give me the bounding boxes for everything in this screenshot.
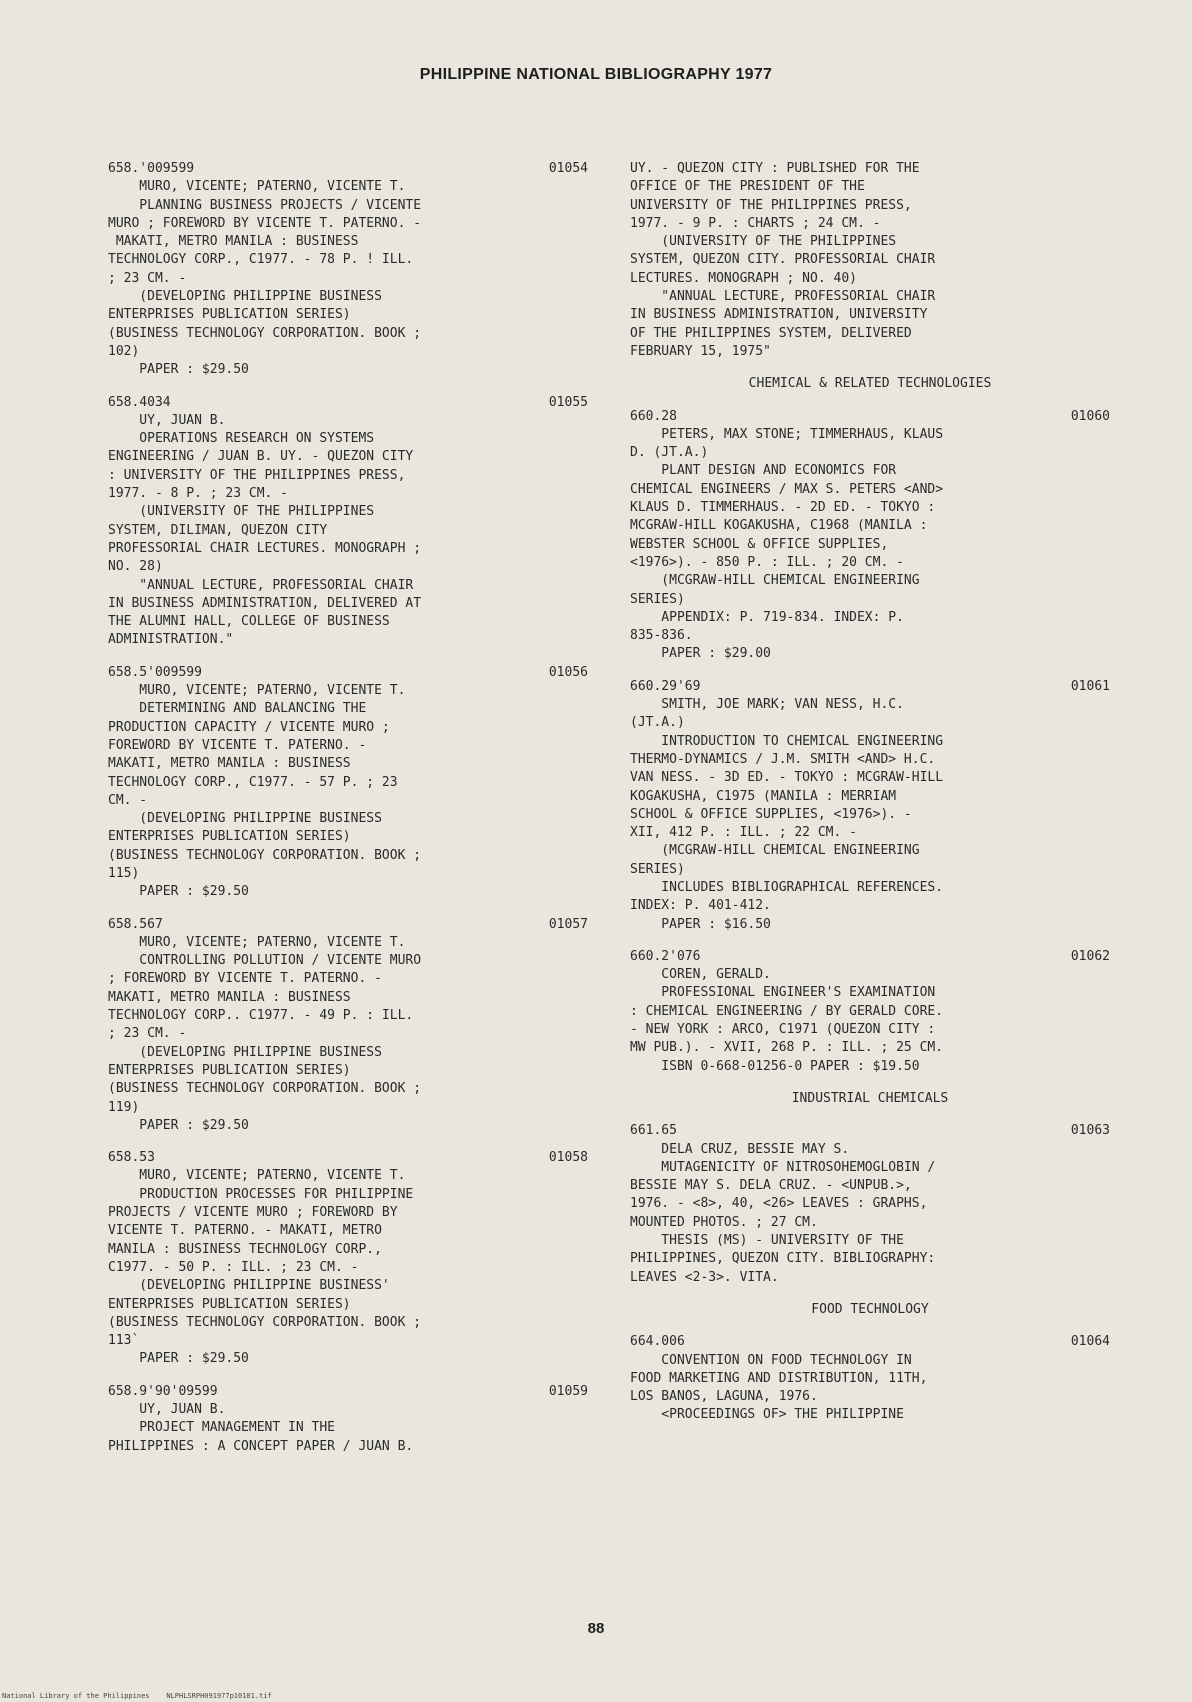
entry-line: THERMO-DYNAMICS / J.M. SMITH <AND> H.C.: [630, 751, 936, 767]
entry-line: MAKATI, METRO MANILA : BUSINESS: [108, 989, 351, 1005]
section-heading-industrial: INDUSTRIAL CHEMICALS: [791, 1090, 949, 1106]
entry-line: <PROCEEDINGS OF> THE PHILIPPINE: [630, 1407, 904, 1423]
entry-line: MAKATI, METRO MANILA : BUSINESS: [108, 756, 351, 772]
entry-line: ENTERPRISES PUBLICATION SERIES): [108, 1062, 351, 1078]
entry-line: VICENTE T. PATERNO. - MAKATI, METRO: [108, 1223, 382, 1239]
entry-line: ; FOREWORD BY VICENTE T. PATERNO. -: [108, 971, 382, 987]
entry-line: MAKATI, METRO MANILA : BUSINESS: [108, 234, 359, 250]
bib-entry: [630, 1333, 1110, 1424]
call-number: 660.29'69: [630, 678, 701, 694]
entry-line: MCGRAW-HILL KOGAKUSHA, C1968 (MANILA :: [630, 518, 928, 534]
entry-number: 01054: [548, 161, 588, 176]
entry-line: LOS BANOS, LAGUNA, 1976.: [630, 1389, 818, 1405]
entry-number: 01063: [1070, 1123, 1110, 1139]
entry-line: (BUSINESS TECHNOLOGY CORPORATION. BOOK ;: [108, 847, 422, 863]
entry-line: "ANNUAL LECTURE, PROFESSORIAL CHAIR: [108, 577, 414, 593]
entry-line: 1977. - 9 P. : CHARTS ; 24 CM. -: [630, 215, 881, 231]
entry-head: [630, 1122, 1110, 1140]
entry-head: [108, 664, 588, 682]
entry-line: TECHNOLOGY CORP.. C1977. - 49 P. : ILL.: [108, 1008, 414, 1024]
entry-number: 01062: [1070, 948, 1110, 964]
entry-line: PHILIPPINES, QUEZON CITY. BIBLIOGRAPHY:: [630, 1251, 936, 1267]
entry-line: (BUSINESS TECHNOLOGY CORPORATION. BOOK ;: [108, 325, 422, 341]
entries-left: [108, 160, 588, 1456]
entry-line: PRODUCTION PROCESSES FOR PHILIPPINE: [108, 1186, 414, 1202]
entry-line: 102): [108, 343, 140, 359]
entry-head: [630, 948, 1110, 966]
entry-number: 01056: [548, 664, 588, 680]
entry-line: DETERMINING AND BALANCING THE: [108, 701, 367, 717]
entry-line: PETERS, MAX STONE; TIMMERHAUS, KLAUS: [630, 426, 944, 442]
call-number: 658.567: [108, 916, 163, 932]
entry-line: "ANNUAL LECTURE, PROFESSORIAL CHAIR: [630, 289, 936, 305]
entry-line: UY. - QUEZON CITY : PUBLISHED FOR THE: [630, 161, 920, 176]
call-number: 658.9'90'09599: [108, 1383, 218, 1399]
entry-line: UNIVERSITY OF THE PHILIPPINES PRESS,: [630, 197, 912, 213]
bib-entry: [108, 1383, 588, 1456]
entry-line: D. (JT.A.): [630, 445, 709, 461]
entry-line: APPENDIX: P. 719-834. INDEX: P.: [630, 609, 904, 625]
entry-line: PAPER : $29.50: [108, 1351, 249, 1367]
entry-line: 115): [108, 865, 140, 881]
entry-number: 01055: [548, 394, 588, 410]
entry-line: PLANT DESIGN AND ECONOMICS FOR: [630, 463, 897, 479]
entry-number: 01064: [1070, 1334, 1110, 1350]
entry-line: MURO, VICENTE; PATERNO, VICENTE T.: [108, 1168, 406, 1184]
entry-line: (DEVELOPING PHILIPPINE BUSINESS: [108, 289, 382, 305]
entry-line: PLANNING BUSINESS PROJECTS / VICENTE: [108, 197, 422, 213]
entry-line: PROJECTS / VICENTE MURO ; FOREWORD BY: [108, 1205, 398, 1221]
right-column: [630, 160, 1110, 1439]
entry-line: (DEVELOPING PHILIPPINE BUSINESS: [108, 811, 382, 827]
entry-line: OF THE PHILIPPINES SYSTEM, DELIVERED: [630, 325, 912, 341]
scan-footer: National Library of the Philippines NLPHLSRPH091977p10101.tif: [2, 1692, 272, 1700]
call-number: 658.5'009599: [108, 664, 202, 680]
entry-line: PRODUCTION CAPACITY / VICENTE MURO ;: [108, 719, 390, 735]
entry-line: TECHNOLOGY CORP., C1977. - 57 P. ; 23: [108, 774, 398, 790]
bib-entry: [108, 160, 588, 380]
entry-number: 01061: [1070, 678, 1110, 694]
entry-line: FEBRUARY 15, 1975": [630, 343, 771, 359]
entry-line: KLAUS D. TIMMERHAUS. - 2D ED. - TOKYO :: [630, 500, 936, 516]
entry-line: SMITH, JOE MARK; VAN NESS, H.C.: [630, 697, 904, 713]
entry-line: KOGAKUSHA, C1975 (MANILA : MERRIAM: [630, 788, 897, 804]
entry-line: OPERATIONS RESEARCH ON SYSTEMS: [108, 431, 375, 447]
entry-line: MUTAGENICITY OF NITROSOHEMOGLOBIN /: [630, 1159, 936, 1175]
call-number: 664.006: [630, 1334, 685, 1350]
entry-line: PAPER : $29.50: [108, 1117, 249, 1133]
entry-head: [108, 160, 588, 178]
page-title: PHILIPPINE NATIONAL BIBLIOGRAPHY 1977: [419, 66, 773, 83]
entry-line: PROFESSORIAL CHAIR LECTURES. MONOGRAPH ;: [108, 540, 422, 556]
entry-line: (UNIVERSITY OF THE PHILIPPINES: [108, 504, 375, 520]
entry-line: (DEVELOPING PHILIPPINE BUSINESS': [108, 1278, 390, 1294]
entry-line: (UNIVERSITY OF THE PHILIPPINES: [630, 234, 897, 250]
entry-line: SCHOOL & OFFICE SUPPLIES, <1976>). -: [630, 806, 912, 822]
entry-line: THE ALUMNI HALL, COLLEGE OF BUSINESS: [108, 614, 390, 630]
entries-chemical: [630, 408, 1110, 1076]
entry-head: [108, 394, 588, 412]
call-number: 660.2'076: [630, 948, 701, 964]
entry-line: THESIS (MS) - UNIVERSITY OF THE: [630, 1233, 904, 1249]
entry-line: (DEVELOPING PHILIPPINE BUSINESS: [108, 1044, 382, 1060]
call-number: 658.4034: [108, 394, 171, 410]
call-number: 660.28: [630, 408, 677, 424]
entry-line: (BUSINESS TECHNOLOGY CORPORATION. BOOK ;: [108, 1314, 422, 1330]
entry-line: MURO ; FOREWORD BY VICENTE T. PATERNO. -: [108, 215, 422, 231]
entry-line: <1976>). - 850 P. : ILL. ; 20 CM. -: [630, 554, 904, 570]
entry-line: PROJECT MANAGEMENT IN THE: [108, 1420, 335, 1436]
bib-entry: [630, 1122, 1110, 1287]
entry-line: IN BUSINESS ADMINISTRATION, UNIVERSITY: [630, 307, 928, 323]
entry-line: MURO, VICENTE; PATERNO, VICENTE T.: [108, 179, 406, 195]
entry-line: (MCGRAW-HILL CHEMICAL ENGINEERING: [630, 573, 920, 589]
entry-line: MURO, VICENTE; PATERNO, VICENTE T.: [108, 934, 406, 950]
entry-line: VAN NESS. - 3D ED. - TOKYO : MCGRAW-HILL: [630, 770, 944, 786]
entry-head: [108, 916, 588, 934]
entry-line: PAPER : $29.50: [108, 884, 249, 900]
entry-line: : UNIVERSITY OF THE PHILIPPINES PRESS,: [108, 467, 406, 483]
entry-line: ISBN 0-668-01256-0 PAPER : $19.50: [630, 1058, 920, 1074]
bib-entry: [108, 1149, 588, 1369]
entry-line: C1977. - 50 P. : ILL. ; 23 CM. -: [108, 1259, 359, 1275]
entry-line: MANILA : BUSINESS TECHNOLOGY CORP.,: [108, 1241, 382, 1257]
bib-entry: [108, 664, 588, 902]
entry-line: FOREWORD BY VICENTE T. PATERNO. -: [108, 737, 367, 753]
entry-line: PHILIPPINES : A CONCEPT PAPER / JUAN B.: [108, 1438, 414, 1454]
entry-line: DELA CRUZ, BESSIE MAY S.: [630, 1141, 850, 1157]
entry-line: MW PUB.). - XVII, 268 P. : ILL. ; 25 CM.: [630, 1040, 944, 1056]
call-number: 658.53: [108, 1150, 155, 1166]
entry-line: MOUNTED PHOTOS. ; 27 CM.: [630, 1214, 818, 1230]
entry-number: 01059: [548, 1383, 588, 1399]
entry-line: CONVENTION ON FOOD TECHNOLOGY IN: [630, 1352, 912, 1368]
entries-industrial: [630, 1122, 1110, 1287]
entry-head: [108, 1383, 588, 1401]
entry-line: ENTERPRISES PUBLICATION SERIES): [108, 829, 351, 845]
entry-line: 835-836.: [630, 628, 693, 644]
entry-line: LEAVES <2-3>. VITA.: [630, 1269, 779, 1285]
call-number: 658.'009599: [108, 161, 195, 176]
entry-line: ENTERPRISES PUBLICATION SERIES): [108, 307, 351, 323]
entry-head: [630, 408, 1110, 426]
entry-line: INTRODUCTION TO CHEMICAL ENGINEERING: [630, 733, 944, 749]
entry-line: UY, JUAN B.: [108, 412, 226, 428]
entry-line: (JT.A.): [630, 715, 685, 731]
entry-line: PAPER : $16.50: [630, 916, 771, 932]
bib-entry: [108, 394, 588, 650]
entry-line: CHEMICAL ENGINEERS / MAX S. PETERS <AND>: [630, 481, 944, 497]
bib-entry: [630, 948, 1110, 1076]
entry-line: SERIES): [630, 861, 685, 877]
entry-line: PAPER : $29.00: [630, 646, 771, 662]
entry-line: 1977. - 8 P. ; 23 CM. -: [108, 486, 289, 502]
bib-entry: [108, 916, 588, 1136]
entry-line: ; 23 CM. -: [108, 270, 187, 286]
entry-line: 1976. - <8>, 40, <26> LEAVES : GRAPHS,: [630, 1196, 928, 1212]
section-heading-chemical: CHEMICAL & RELATED TECHNOLOGIES: [748, 376, 992, 392]
entry-head: [630, 1333, 1110, 1351]
entry-line: SYSTEM, DILIMAN, QUEZON CITY: [108, 522, 328, 538]
entry-line: XII, 412 P. : ILL. ; 22 CM. -: [630, 825, 857, 841]
entry-line: - NEW YORK : ARCO, C1971 (QUEZON CITY :: [630, 1022, 936, 1038]
bib-entry: [630, 678, 1110, 934]
entry-line: PAPER : $29.50: [108, 362, 249, 378]
entry-line: COREN, GERALD.: [630, 967, 771, 983]
left-column: [108, 160, 588, 1470]
entry-line: CM. -: [108, 792, 148, 808]
entry-line: FOOD MARKETING AND DISTRIBUTION, 11TH,: [630, 1370, 928, 1386]
entry-line: (BUSINESS TECHNOLOGY CORPORATION. BOOK ;: [108, 1081, 422, 1097]
entry-line: OFFICE OF THE PRESIDENT OF THE: [630, 179, 865, 195]
entry-head: [108, 1149, 588, 1167]
entry-line: 113`: [108, 1333, 140, 1349]
entry-number: 01058: [548, 1150, 588, 1166]
entry-line: 119): [108, 1099, 140, 1115]
entry-line: ADMINISTRATION.": [108, 632, 234, 648]
entry-line: LECTURES. MONOGRAPH ; NO. 40): [630, 270, 857, 286]
page-number: 88: [587, 1620, 605, 1637]
entry-line: ENTERPRISES PUBLICATION SERIES): [108, 1296, 351, 1312]
entry-line: (MCGRAW-HILL CHEMICAL ENGINEERING: [630, 843, 920, 859]
entry-line: : CHEMICAL ENGINEERING / BY GERALD CORE.: [630, 1003, 944, 1019]
entry-line: SYSTEM, QUEZON CITY. PROFESSORIAL CHAIR: [630, 252, 936, 268]
entry-line: SERIES): [630, 591, 685, 607]
entry-line: ; 23 CM. -: [108, 1026, 187, 1042]
entry-head: [630, 678, 1110, 696]
entry-line: CONTROLLING POLLUTION / VICENTE MURO: [108, 953, 422, 969]
entry-line: UY, JUAN B.: [108, 1402, 226, 1417]
section-heading-food: FOOD TECHNOLOGY: [811, 1301, 929, 1317]
entry-line: PROFESSIONAL ENGINEER'S EXAMINATION: [630, 985, 936, 1001]
entry-line: IN BUSINESS ADMINISTRATION, DELIVERED AT: [108, 595, 422, 611]
entry-line: ENGINEERING / JUAN B. UY. - QUEZON CITY: [108, 449, 414, 465]
entry-line: WEBSTER SCHOOL & OFFICE SUPPLIES,: [630, 536, 889, 552]
entries-food: [630, 1333, 1110, 1424]
entry-line: NO. 28): [108, 559, 163, 575]
entry-line: MURO, VICENTE; PATERNO, VICENTE T.: [108, 683, 406, 699]
call-number: 661.65: [630, 1123, 677, 1139]
entry-line: TECHNOLOGY CORP., C1977. - 78 P. ! ILL.: [108, 252, 414, 268]
bib-entry: [630, 408, 1110, 664]
entry-number: 01060: [1070, 408, 1110, 424]
entry-number: 01057: [548, 916, 588, 932]
entry-line: INCLUDES BIBLIOGRAPHICAL REFERENCES.: [630, 879, 944, 895]
entry-line: INDEX: P. 401-412.: [630, 898, 771, 914]
continued-entry: [630, 160, 1110, 361]
entry-line: BESSIE MAY S. DELA CRUZ. - <UNPUB.>,: [630, 1178, 912, 1194]
